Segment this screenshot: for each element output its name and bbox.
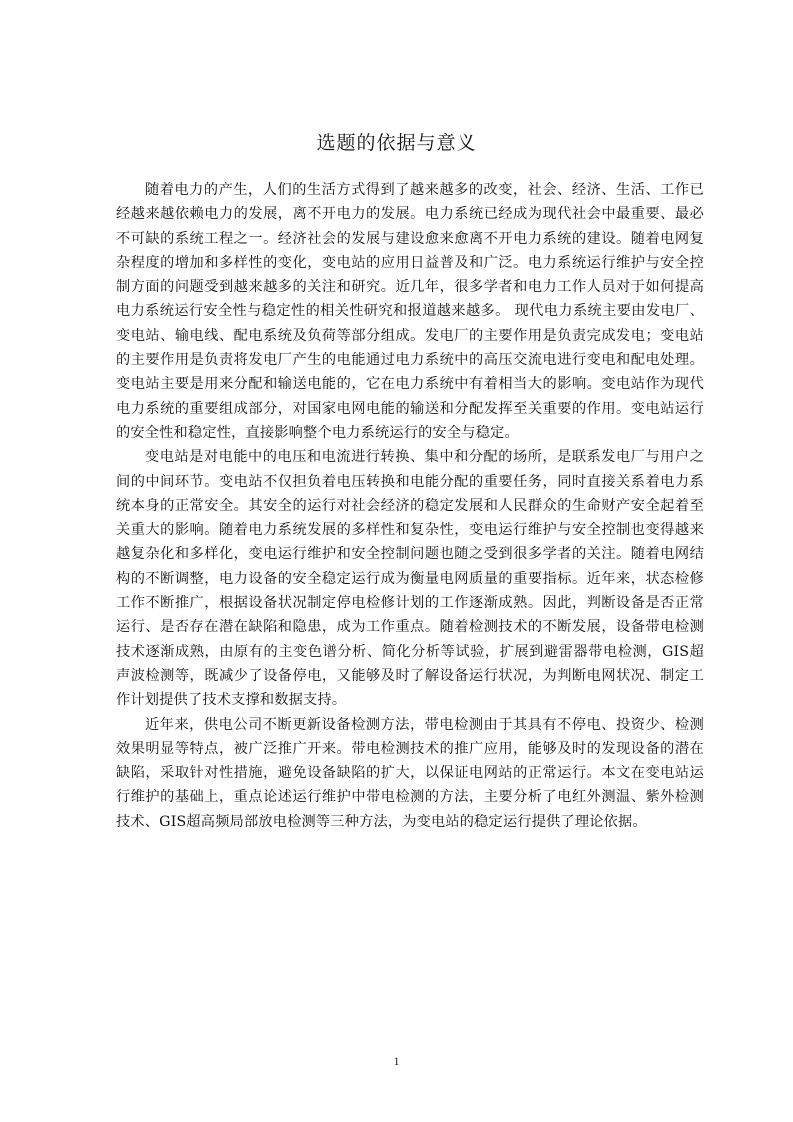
document-title: 选题的依据与意义 (316, 132, 477, 154)
document-body (116, 178, 704, 834)
paragraph: 变电站是对电能中的电压和电流进行转换、集中和分配的场所，是联系发电厂与用户之间的中间环节。变电站不仅担负着电压转换和电能分配的重要任务，同时直接关系着电力系统本身的正常安全。其安全的运行对社会经济的稳定发展和人民群众的生命财产安全起着至关重大的影响。随着电力系统发展的多样性和复杂性，变电运行维护与安全控制也变得越来越复杂化和多样化，变电运行维护和安全控制问题也随之受到很多学者的关注。随着电网结构的不断调整，电力设备的安全稳定运行成为衡量电网质量的重要指标。近年来，状态检修工作不断推广，根据设备状况制定停电检修计划的工作逐渐成熟。因此，判断设备是否正常运行、是否存在潜在缺陷和隐患，成为工作重点。随着检测技术的不断发展，设备带电检测技术逐渐成熟，由原有的主变色谱分析、简化分析等试验，扩展到避雷器带电检测，GIS超声波检测等，既减少了设备停电，又能够及时了解设备运行状况，为判断电网状况、制定工作计划提供了技术支撑和数据支持。 (116, 449, 704, 709)
paragraph: 近年来，供电公司不断更新设备检测方法，带电检测由于其具有不停电、投资少、检测效果明显等特点，被广泛推广开来。带电检测技术的推广应用，能够及时的发现设备的潜在缺陷，采取针对性措施，避免设备缺陷的扩大，以保证电网站的正常运行。本文在变电站运行维护的基础上，重点论述运行维护中带电检测的方法，主要分析了电红外测温、紫外检测技术、GIS超高频局部放电检测等三种方法，为变电站的稳定运行提供了理论依据。 (116, 716, 704, 830)
paragraph: 随着电力的产生，人们的生活方式得到了越来越多的改变，社会、经济、生活、工作已经越来越依赖电力的发展，离不开电力的发展。电力系统已经成为现代社会中最重要、最必不可缺的系统工程之一。经济社会的发展与建设愈来愈离不开电力系统的建设。随着电网复杂程度的增加和多样性的变化，变电站的应用日益普及和广泛。电力系统运行维护与安全控制方面的问题受到越来越多的关注和研究。近几年，很多学者和电力工作人员对于如何提高电力系统运行安全性与稳定性的相关性研究和报道越来越多。 现代电力系统主要由发电厂、变电站、输电线、配电系统及负荷等部分组成。发电厂的主要作用是负责完成发电；变电站的主要作用是负责将发电厂产生的电能通过电力系统中的高压交流电进行变电和配电处理。变电站主要是用来分配和输送电能的，它在电力系统中有着相当大的影响。变电站作为现代电力系统的重要组成部分，对国家电网电能的输送和分配发挥至关重要的作用。变电站运行的安全性和稳定性，直接影响整个电力系统运行的安全与稳定。 (116, 182, 704, 441)
page-number: 1 (393, 1054, 400, 1068)
